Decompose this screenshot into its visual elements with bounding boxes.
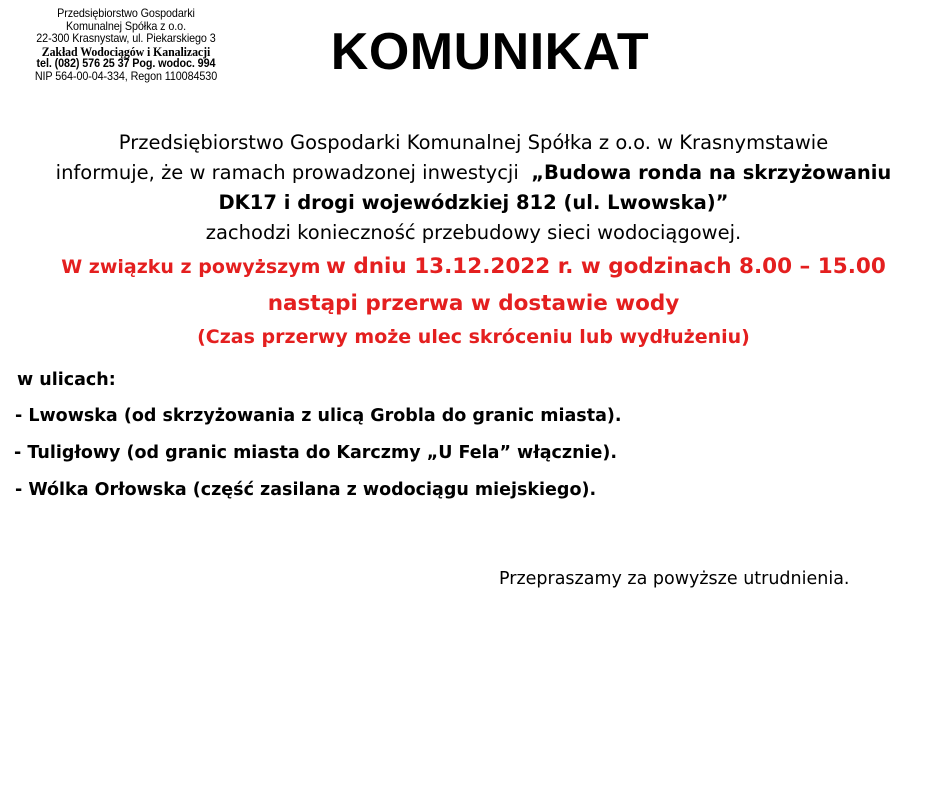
stamp-address: 22-300 Krasnystaw, ul. Piekarskiego 3 xyxy=(36,32,216,46)
street-item: - Lwowska (od skrzyżowania z ulicą Grobla do granic miasta). xyxy=(15,406,622,426)
stamp-company-name: Przedsiębiorstwo Gospodarki xyxy=(57,7,195,20)
investment-name-start: „Budowa ronda na skrzyżowaniu xyxy=(531,161,892,184)
street-item: - Tuligłowy (od granic miasta do Karczmy „U Fela” włącznie). xyxy=(14,443,618,463)
notice-date-line xyxy=(0,248,947,285)
stamp-company-name-cont: Komunalnej Spółka z o.o. xyxy=(65,19,186,33)
stamp-phone: tel. (082) 576 25 37 Pog. wodoc. 994 xyxy=(36,57,216,71)
intro-line-1: Przedsiębiorstwo Gospodarki Komunalnej Spółka z o.o. w Krasnymstawie xyxy=(118,131,829,154)
stamp-tax-ids: NIP 564-00-04-334, Regon 110084530 xyxy=(34,69,218,83)
intro-line-2-text: informuje, że w ramach prowadzonej inwestycji xyxy=(55,161,519,184)
investment-name-end: DK17 i drogi wojewódzkiej 812 (ul. Lwowska)” xyxy=(218,191,729,214)
streets-heading: w ulicach: xyxy=(17,370,116,390)
stamp-department: Zakład Wodociągów i Kanalizacji xyxy=(41,44,211,59)
notice-disclaimer: (Czas przerwy może ulec skróceniu lub wydłużeniu) xyxy=(197,326,750,348)
intro-line-4: zachodzi konieczność przebudowy sieci wodociągowej. xyxy=(205,221,742,244)
notice-interruption: nastąpi przerwa w dostawie wody xyxy=(267,291,680,316)
street-item: - Wólka Orłowska (część zasilana z wodociągu miejskiego). xyxy=(15,480,597,500)
intro-line-2 xyxy=(0,158,947,188)
notice-date-time: w dniu 13.12.2022 r. w godzinach 8.00 – 15.00 xyxy=(326,254,886,279)
page-title: KOMUNIKAT xyxy=(330,23,650,81)
company-stamp xyxy=(6,8,246,84)
notice-lead: W związku z powyższym xyxy=(61,256,321,278)
apology-note: Przepraszamy za powyższe utrudnienia. xyxy=(499,569,850,589)
announcement-body xyxy=(0,128,947,352)
